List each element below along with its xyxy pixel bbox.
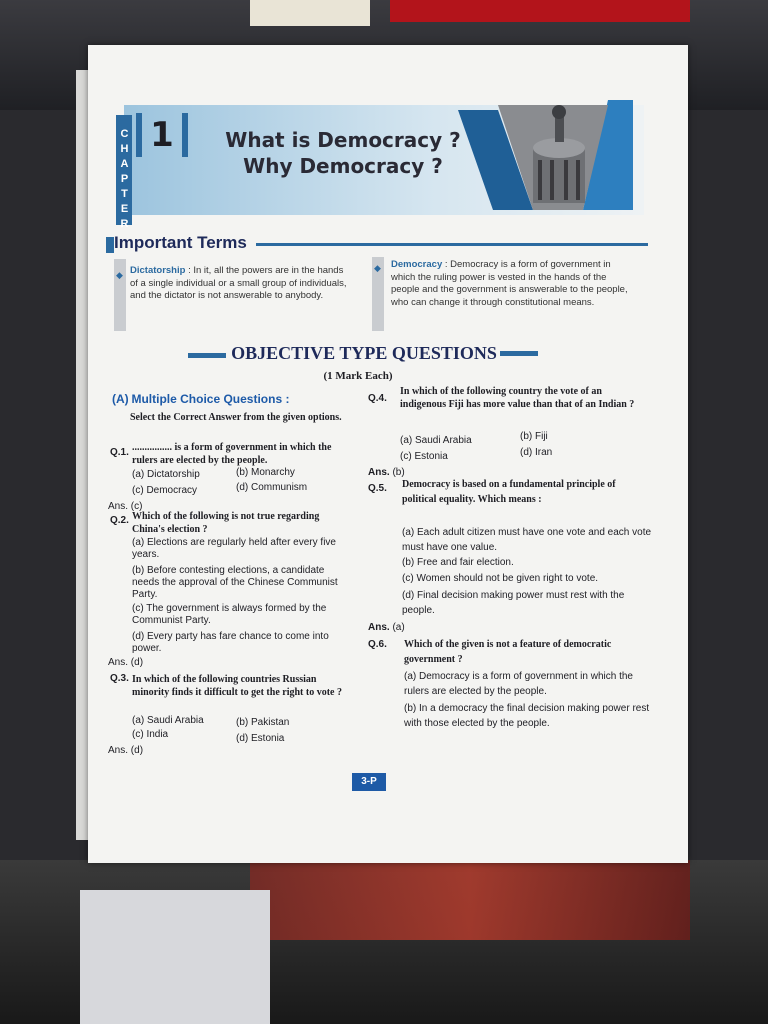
section-a-heading — [112, 393, 362, 407]
q4-option-a: (a) Saudi Arabia — [400, 435, 472, 446]
q4-option-b: (b) Fiji — [520, 431, 548, 442]
bullet-icon: ◆ — [374, 263, 381, 273]
background-red-cloth — [390, 0, 690, 22]
terms-heading-marker — [106, 237, 114, 253]
objective-rule-left — [188, 353, 226, 358]
q4-text: In which of the following country the vote of an indigenous Fiji has more value than that of an Indian ? — [400, 386, 635, 410]
q1-answer-label: Ans. — [108, 501, 129, 512]
section-a-label: (A) — [112, 392, 129, 406]
q1-option-d: (d) Communism — [236, 482, 308, 493]
q4-option-c: (c) Estonia — [400, 451, 448, 462]
term-democracy-name: Democracy — [391, 259, 443, 270]
q6-number: Q.6. — [368, 639, 387, 650]
q3-option-d: (d) Estonia — [236, 733, 285, 744]
q3-option-b: (b) Pakistan — [236, 717, 290, 728]
objective-marks: (1 Mark Each) — [323, 370, 393, 382]
q6-option-a: (a) Democracy is a form of government in which the rulers are elected by the people. — [404, 671, 633, 697]
book-page — [88, 45, 688, 863]
q5-answer-value: (a) — [392, 622, 405, 633]
term-democracy-text: : Democracy is a form of government in which the ruling power is vested in the hands of the people and the government is answerable to the people, who can change it through constitutional means. — [391, 259, 628, 308]
objective-title: OBJECTIVE TYPE QUESTIONS — [231, 343, 497, 363]
chapter-number: 1 — [150, 115, 174, 155]
q2-answer — [108, 657, 143, 668]
terms-heading: Important Terms — [114, 233, 247, 252]
q1-number: Q.1. — [110, 447, 129, 458]
q3-option-c: (c) India — [132, 729, 169, 740]
objective-rule-right — [500, 351, 538, 356]
q3-number: Q.3. — [110, 673, 129, 684]
section-a-title: Multiple Choice Questions : — [131, 392, 290, 406]
q4-number: Q.4. — [368, 393, 387, 404]
q6-text: Which of the given is not a feature of democratic government ? — [404, 639, 612, 665]
q5-number: Q.5. — [368, 483, 387, 494]
background-paper — [250, 0, 370, 26]
section-a-instruction: Select the Correct Answer from the given options. — [130, 412, 342, 423]
q3-answer-value: (d) — [130, 745, 144, 756]
chapter-title-line2: Why Democracy ? — [243, 154, 443, 178]
q1-option-a: (a) Dictatorship — [132, 469, 200, 480]
chapter-title — [208, 127, 478, 179]
q2-option-a: (a) Elections are regularly held after every five years. — [132, 537, 336, 560]
q5-option-d: (d) Final decision making power must rest with the people. — [402, 590, 625, 616]
q5-text: Democracy is based on a fundamental principle of political equality. Which means : — [402, 479, 616, 505]
background-sheet — [80, 890, 270, 1024]
page-number: 3-P — [352, 773, 386, 791]
q3-text: In which of the following countries Russian minority finds it difficult to get the right to vote ? — [132, 674, 342, 698]
q2-answer-value: (d) — [130, 657, 144, 668]
q5-option-c: (c) Women should not be given right to vote. — [402, 573, 599, 584]
q6-option-b: (b) In a democracy the final decision making power rest with those elected by the people. — [404, 703, 650, 729]
chapter-label: CHAPTER — [120, 128, 130, 230]
term-democracy — [391, 259, 633, 309]
book-spine-edge — [76, 70, 88, 840]
q3-option-a: (a) Saudi Arabia — [132, 715, 204, 726]
q4-answer — [368, 467, 405, 478]
q5-option-b: (b) Free and fair election. — [402, 557, 514, 568]
q4-answer-value: (b) — [392, 467, 405, 478]
q2-number: Q.2. — [110, 515, 129, 526]
q3-answer — [108, 745, 143, 756]
q1-text: ................ is a form of government in which the rulers are elected by the people. — [132, 442, 332, 466]
q2-option-d: (d) Every party has fare chance to come into power. — [132, 631, 329, 654]
q1-option-c: (c) Democracy — [132, 485, 198, 496]
q1-option-b: (b) Monarchy — [236, 467, 295, 478]
chapter-title-line1: What is Democracy ? — [225, 128, 461, 152]
q2-answer-label: Ans. — [108, 657, 129, 668]
q5-answer-label: Ans. — [368, 622, 390, 633]
term-dictatorship-text: : In it, all the powers are in the hands of a single individual or a small group of individuals, and the dictator is not answerable to anybody. — [130, 265, 347, 301]
q1-answer-value: (c) — [130, 501, 143, 512]
term-dictatorship-name: Dictatorship — [130, 265, 186, 276]
background-cloth — [250, 860, 690, 940]
q5-option-a: (a) Each adult citizen must have one vote and each vote must have one value. — [402, 527, 652, 553]
q2-text: Which of the following is not true regarding China's election ? — [132, 511, 320, 535]
parliament-illustration — [458, 100, 633, 210]
term-dictatorship — [130, 265, 352, 303]
q4-option-d: (d) Iran — [520, 447, 553, 458]
q3-answer-label: Ans. — [108, 745, 129, 756]
terms-heading-rule — [256, 243, 648, 246]
bullet-icon: ◆ — [116, 270, 123, 280]
q2-option-b: (b) Before contesting elections, a candidate needs the approval of the Chinese Communist Party. — [132, 565, 338, 600]
q2-option-c: (c) The government is always formed by the Communist Party. — [132, 603, 327, 626]
q4-answer-label: Ans. — [368, 467, 390, 478]
q5-answer — [368, 622, 405, 633]
